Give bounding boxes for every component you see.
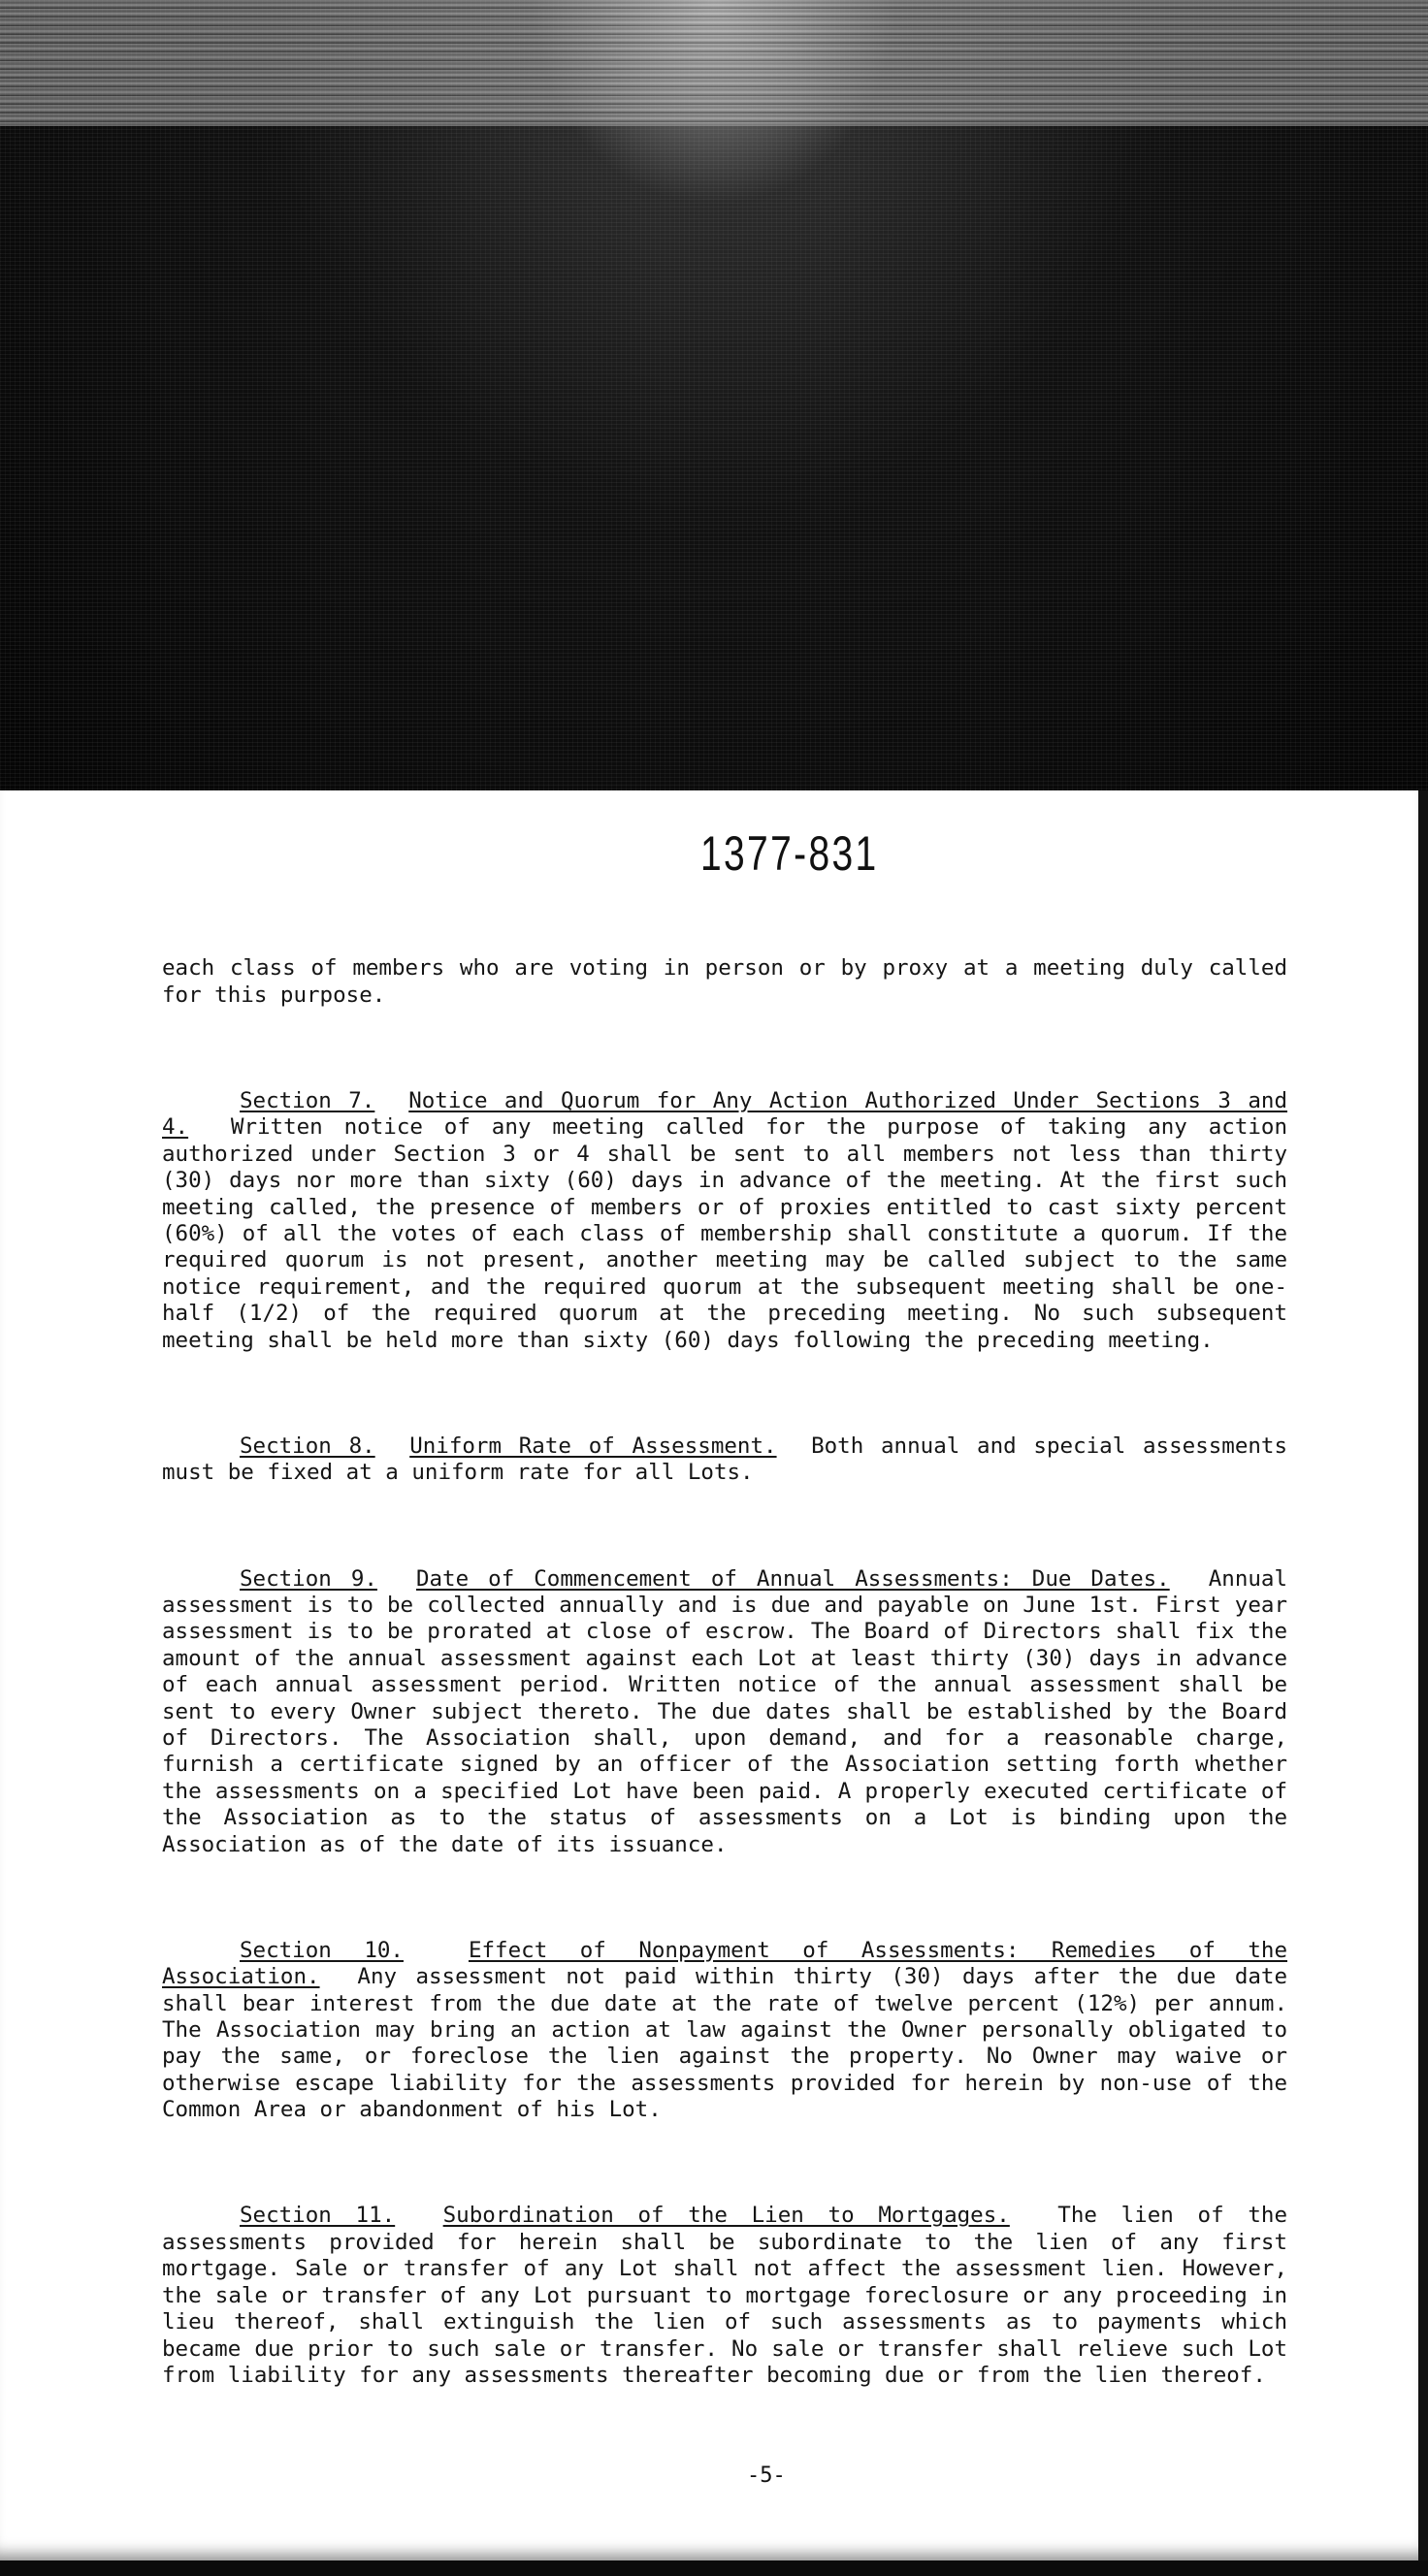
section-7-paragraph (162, 1088, 1287, 1354)
section-9-number: Section 9. (240, 1565, 377, 1592)
document-page (0, 790, 1428, 2560)
document-body (162, 929, 1287, 2442)
section-7-title: Notice and Quorum for Any Action Authorized Under Sections 3 and 4. (162, 1088, 1288, 1141)
section-8-number: Section 8. (240, 1433, 375, 1459)
section-10-paragraph (162, 1938, 1287, 2124)
section-7-text: Written notice of any meeting called for the purpose of taking any action authorized under Section 3 or 4 shall be sent to all members not less than thirty (30) days nor more than sixty (60) days in advance of the meeting. At the first such meeting called, the presence of members or of proxies entitled to cast sixty percent (60%) of all the votes of each class of membership shall constitute a quorum. If the required quorum is not present, another meeting may be called subject to the same notice requirement, and the required quorum at the subsequent meeting shall be one-half (1/2) of the required quorum at the preceding meeting. No such subsequent meeting shall be held more than sixty (60) days following the preceding meeting. (162, 1114, 1288, 1353)
section-11-title: Subordination of the Lien to Mortgages. (442, 2203, 1010, 2229)
scanner-edge-band (0, 0, 1428, 126)
section-8-text: Both annual and special assessments must be fixed at a uniform rate for all Lots. (162, 1433, 1288, 1486)
section-10-text: Any assessment not paid within thirty (30) days after the due date shall bear interest from the due date at the rate of twelve percent (12%) per annum. The Association may bring an action at law against the Owner personally obligated to pay the same, or foreclose the lien against the property. No Owner may waive or otherwise escape liability for the assessments provided for herein by non-use of the Common Area or abandonment of his Lot. (162, 1964, 1288, 2123)
section-10-number: Section 10. (240, 1937, 404, 1963)
section-8-title: Uniform Rate of Assessment. (409, 1433, 777, 1459)
section-11-text: The lien of the assessments provided for herein shall be subordinate to the lien of any first mortgage. Sale or transfer of any Lot shall not affect the assessment lien. However, the sale or transfer of any Lot pursuant to mortgage foreclosure or any proceeding in lieu thereof, shall extinguish the lien of such assessments as to payments which became due prior to such sale or transfer. No sale or transfer shall relieve such Lot from liability for any assessments thereafter becoming due or from the lien thereof. (162, 2203, 1287, 2388)
document-number: 1377-831 (700, 826, 879, 881)
section-9-paragraph (162, 1566, 1287, 1858)
section-11-paragraph (162, 2203, 1287, 2389)
section-11-number: Section 11. (240, 2203, 396, 2229)
section-7-number: Section 7. (240, 1088, 375, 1114)
section-10-title: Effect of Nonpayment of Assessments: Remedies of the Association. (162, 1937, 1288, 1990)
page-number: -5- (747, 2463, 786, 2488)
section-9-title: Date of Commencement of Annual Assessments: Due Dates. (415, 1565, 1170, 1592)
section-9-text: Annual assessment is to be collected annually and is due and payable on June 1st. First year assessment is to be prorated at close of escrow. The Board of Directors shall fix the amount of the annual assessment against each Lot at least thirty (30) days in advance of each annual assessment period. Written notice of the annual assessment shall be sent to every Owner subject thereto. The due dates shall be established by the Board of Directors. The Association shall, upon demand, and for a reasonable charge, furnish a certificate signed by an officer of the Association setting forth whether the assessments on a specified Lot have been paid. A properly executed certificate of the Association as to the status of assessments on a Lot is binding upon the Association as of the date of its issuance. (162, 1565, 1288, 1857)
opening-paragraph: each class of members who are voting in person or by proxy at a meeting duly called for this purpose. (162, 955, 1287, 1008)
section-8-paragraph (162, 1433, 1287, 1487)
